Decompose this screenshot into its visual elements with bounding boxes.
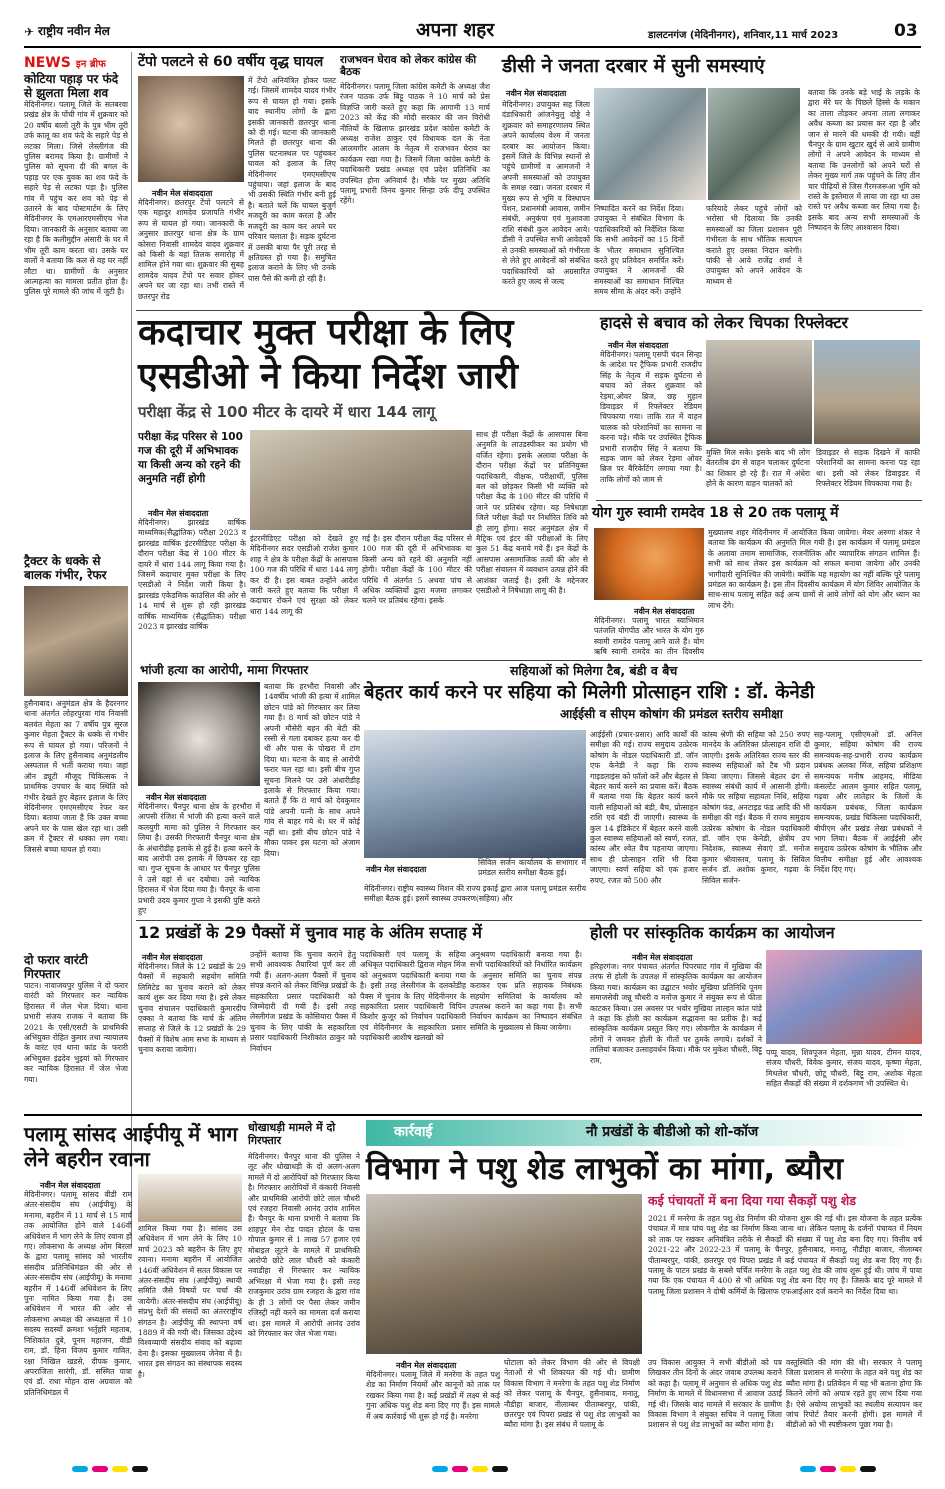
sahiya-photo [364, 730, 586, 858]
bdo-kicker: नौ प्रखंडों के बीडीओ को शो-कॉज [586, 1124, 759, 1140]
brief-item-2-headline: ट्रैक्टर के धक्के से बालक गंभीर, रेफर [24, 554, 107, 582]
bdo-body-1: मेदिनीनगर। पलामू जिले में मनरेगा के तहत पशु शेड का निर्माण नियमों और कानूनों को ताक पर रखकर किया गया है। कई प्रखंडों में लक्ष्य से कई गुना अधिक पशु शेड बना दिए गए हैं। इस मामले में अब कार्रवाई भी शुरू हो गई है। मनरेगा [366, 1370, 500, 1421]
reg-mark-magenta-2 [452, 1466, 468, 1472]
sahiya-body-4: सह-पलामू एसीएमओ डॉ. अनिल कुमार, सहिया कोषांग की राज्य समन्वयक-सह-प्रभारी राज्य कार्यक्रम प्रबंधक अलका मिंज, सहिया प्रशिक्षण समन्वयक मनीष आहमद, मीडिया कंसल्टेंट आलम कुमार सहित पलामू, गढ़वा और लातेहार के जिलों के कार्यक्रम प्रबंधक, जिला कार्यक्रम समन्वयक, प्रखंड चिकित्सा पदाधिकारी, बीपीएम और प्रखंड लेखा प्रबंधकों ने भाग लिया। बैठक में आईईसी और समुदाय उत्प्रेरक कोषांग के भौतिक और वित्तीय समीक्षा हुई और आवश्यक निर्देश दिए गए। [814, 730, 922, 875]
exam-byline: नवीन मेल संवाददाता [148, 509, 209, 518]
reg-mark-yellow-3 [840, 1466, 856, 1472]
election-body-3: पदाधिकारी एवं पलामू के सहिया अधिकृत पदाधिकारी द्विराज मोहन मिंज को अनुश्रवण पदाधिकारी बनाया गया है। इसी तरह लेस्लीगंज के दलकोडीह पैक्स में चुनाव के लिए मेदिनीनगर के सहकारिता प्रसार पदाधिकारी विपिन किशोर कुजूर को निर्वाचन पदाधिकारी एवं मेदिनीनगर के सहकारिता प्रसार पदाधिकारी आशीष खलखो को [360, 950, 466, 1043]
bdo-body-top: 2021 में मनरेगा के तहत पशु शेड निर्माण की योजना शुरू की गई थी। इस योजना के तहत प्रत्येक पंचायत में मात्र पांच पशु शेड का निर्माण किया जाना था। लेकिन पलामू के दर्जनों पंचायत में नियम को ताक पर रखकर अनियंत्रित तरीके से सैकड़ों की संख्या में पशु शेड बना दिए गए। वित्तीय वर्ष 2021-22 और 2022-23 में पलामू के चैनपुर, हुसैनाबाद, मनातू, नौडीहा बाजार, नीलाम्बर पीताम्बरपुर, पांकी, छतरपुर एवं पिपरा प्रखंड में कई पंचायत में सैकड़ों पशु शेड बना दिए गए हैं। पलामू के पाटन प्रखंड के सबसे चर्चित मनरेगा के तहत पशु शेड की जांच शुरू हुई थी। जांच में पाया गया कि एक पंचायत में 400 से भी अधिक पशु शेड बना दिए गए हैं। जिसके बाद पूरे मामले में पलामू जिला प्रशासन ने दोषी कर्मियों के खिलाफ एफआईआर दर्ज कराने का निर्देश दिया था। [648, 1214, 922, 1296]
reg-mark-black-2 [492, 1466, 508, 1472]
bird-logo-icon: ✈ [24, 25, 35, 39]
exam-body-1: मेदिनीनगर। झारखंड वार्षिक माध्यमिक(सैद्धांतिक) परीक्षा 2023 व झारखंड वार्षिक इंटरमीडिएट परीक्षा के दौरान परीक्षा केंद्र से 100 मीटर के दायरे में धारा 144 लागू किया गया है। जिसमें कदाचार मुक्त परीक्षा के लिए एसडीओ ने निर्देश जारी किया है। झारखंड एकेडमिक काउंसिल की ओर से 14 मार्च से शुरू हो रही झारखंड वार्षिक माध्यमिक (सैद्धांतिक) परीक्षा 2023 व झारखंड वार्षिक [138, 518, 246, 632]
holi-byline: नवीन मेल संवाददाता [632, 953, 693, 962]
dc-headline: डीसी ने जनता दरबार में सुनी समस्याएं [502, 55, 765, 77]
bhanji-byline: नवीन मेल संवाददाता [146, 793, 207, 802]
hadse-photo-1 [706, 340, 812, 444]
rule-4 [136, 920, 922, 921]
sahiya-body-2: आईईसी (प्रचार-प्रसार) आदि कार्यों की समीक्षा की गई। राज्य समुदाय उत्प्रेरक कोषांग के नोडल पदाधिकारी डॉ. जॉन एफ केनेडी ने कहा कि राज्य गाइडलाइंस को फॉलो करें और बेहतर से बेहतर कार्य करने का प्रयास करें। बैठक में बताया गया कि बेहतर कार्य करने वाली सहियाओं को बंडी, बैच, प्रोत्साहन राशि एवं बंडी दी जाएगी। स्वास्थ्य के कुल 14 इंडिकेटर में बेहतर करने वाली कुल स्वास्थ्य सहियाओं को स्वर्ण, रजत, कांस्य और श्वेत वैच पहनाया जाएगा। साथ ही प्रोत्साहन राशि भी दिया जाएगा। स्वर्ण सहिया को एक हजार रुपए, रजत को 500 और [590, 730, 698, 885]
hadse-byline: नवीन मेल संवाददाता [608, 341, 669, 350]
reg-mark-magenta-3 [820, 1466, 836, 1472]
bdo-subhead: कई पंचायतों में बना दिया गया सैकड़ों पशु शेड [648, 1193, 856, 1208]
hadse-photo-2 [814, 340, 920, 444]
masthead-rule [24, 46, 921, 48]
bdo-photo [366, 1194, 642, 1354]
reg-mark-cyan-3 [800, 1466, 816, 1472]
congress-headline: राजभवन घेराव को लेकर कांग्रेस की बैठक [340, 54, 477, 79]
dhokha-headline: धोखाधड़ी मामले में दो गिरफ्तार [248, 1121, 336, 1147]
bdo-kicker-band [366, 1120, 922, 1146]
reg-mark-magenta [92, 1466, 108, 1472]
exam-subhead: परीक्षा केंद्र से 100 मीटर के दायरे में धारा 144 लागू [138, 403, 436, 421]
bhanji-headline: भांजी हत्या का आरोपी, मामा गिरफ्तार [140, 663, 309, 677]
holi-headline: होली पर सांस्कृतिक कार्यक्रम का आयोजन [590, 923, 835, 942]
tempo-photo [138, 76, 244, 182]
hadse-headline: हादसे से बचाव को लेकर चिपका रिफ्लेक्टर [600, 313, 849, 332]
brief-item-2-body: हुसैनाबाद। अनुमंडल क्षेत्र के हैदरनगर थाना अंतर्गत लोहरपुरवा गांव निवासी बलवंत मेहता का 7 वर्षीय पुत्र सूरज कुमार मेहता ट्रैक्टर के धक्के से गंभीर रूप से घायल हो गया। परिजनों ने इलाज के लिए हुसैनाबाद अनुमंडलीय अस्पताल में भर्ती कराया गया। जहां ऑन ड्यूटी मौजूद चिकित्सक ने प्राथमिक उपचार के बाद स्थिति को गंभीर देखते हुए बेहतर इलाज के लिए मेदिनीनगर एमएमसीएच रेफर कर दिया। बताया जाता है कि उक्त बच्चा अपने घर के पास खेल रहा था। उसी क्रम में ट्रैक्टर से धक्का लग गया। जिससे बच्चा घायल हो गया। [24, 699, 128, 854]
exam-body-4: साथ ही परीक्षा केंद्रों के आसपास बिना अनुमति के लाउडस्पीकर का प्रयोग भी वर्जित रहेगा। इसके अलावा परीक्षा के दौरान परीक्षा केंद्रों पर प्रतिनियुक्त पदाधिकारी, वीक्षक, परीक्षार्थी, पुलिस बल को छोड़कर किसी भी व्यक्ति को परीक्षा केंद्र के 100 मीटर की परिधि में जाने पर प्रतिबंध रहेगा। यह निषेधाज्ञा जिले परीक्षा केंद्रों पर निर्धारित तिथि को ही लागू होगा। सदर अनुमंडल क्षेत्र में मैट्रिक एवं इंटर की परीक्षाओं के लिए कुल 51 केंद्र बनाये गये हैं। इन केंद्रों के आसपास असामाजिक तत्वों की ओर से परीक्षा संचालन में व्यवधान उत्पन्न होने की आशंका जताई है। इसी के मद्देनजर एसडीओ ने निषेधाज्ञा लागू की है। [476, 430, 588, 596]
bdo-headline: विभाग ने पशु शेड लाभुकों का मांगा, ब्यौरा [366, 1151, 844, 1187]
brief-item-3-headline: दो फरार वारंटी गिरफ्तार [24, 953, 88, 981]
dc-body-4: बताया कि उनके बड़े भाई के लड़के के द्वारा मेरे घर के पिछले हिस्से के मकान का ताला तोड़कर अपना ताला लगाकर अवैध कब्जा का प्रयास कर रहा है और जान से मारने की धमकी दी गयी। वहीं चैनपुर के ग्राम खुटार खुर्द से आये ग्रामीण लोगों ने अपने आवेदन के माध्यम से बताया कि उनलोगों को अपने घरों से लेकर मुख्य मार्ग तक पहुंचने के लिए तीन चार पीढ़ियों से जिस गैरमजरूआ भूमि को रास्ते के इस्तेमाल में लाया जा रहा था उस रास्ते पर अवैध कब्जा कर लिया गया है। इसके बाद अन्य सभी समस्याओं के निष्पादन के लिए आश्वासन दिया। [808, 88, 920, 233]
news-brief-column [24, 52, 128, 1252]
mp-photo [138, 1174, 242, 1222]
yoga-headline: योग गुरु स्वामी रामदेव 18 से 20 तक पलामू में [592, 505, 839, 521]
reg-mark-yellow [112, 1466, 128, 1472]
sahiya-body-1: मेदिनीनगर। राष्ट्रीय स्वास्थ्य मिशन की राज्य इकाई द्वारा आज पलामू प्रमंडल स्तरीय समीक्षा बैठक हुई। इसमें स्वास्थ्य उपकरण(सहिया) और [364, 884, 586, 904]
election-body-1: मेदिनीनगर। जिले के 12 प्रखंडों के 29 पैक्सों में सहकारी सहयोग समिति लिमिटेड का चुनाव कराने को लेकर कार्य शुरू कर दिया गया है। इसे लेकर चुनाव संचालन पदाधिकारी कुमारदीप एक्का ने बताया कि मार्च के अंतिम सप्ताह से जिले के 12 प्रखंडों के 29 पैक्सों में विशेष आम सभा के माध्यम से चुनाव कराया जायेगा। [138, 962, 246, 1055]
rule-5 [24, 1114, 922, 1116]
bhanji-photo [138, 682, 260, 786]
brief-item-1-headline: कोटिया पहाड़ पर फंदे से झुलता मिला शव [24, 72, 119, 100]
tempo-body-2: में टेंपो अनियंत्रित होकर पलट गई। जिसमें शामदेव यादव गंभीर रूप से घायल हो गया। इसके बाद स्थानीय लोगों के द्वारा इसकी जानकारी छतरपुर थाना को दी गई। घटना की जानकारी मिलते ही छतरपुर थाना की पुलिस घटनास्थल पर पहुंचकर घायल को इलाज के लिए मेदिनीनगर एमएमसीएच पहुंचाया। जहां इलाज के बाद भी उसकी स्थिति गंभीर बनी हुई है। बताते चलें कि घायल बुजुर्ग मजदूरी का काम करता है और मजदूरी का काम कर अपने घर परिवार चलाता है। सड़क दुर्घटना में उसकी बाया पैर पूरी तरह से क्षतिग्रस्त हो गया है। समुचित इलाज कराने के लिए भी उनके पास पैसे की कमी हो रही है। [248, 76, 336, 283]
sahiya-subhead: आईईसी व सीएम कोषांग की प्रमंडल स्तरीय समीक्षा [560, 707, 783, 721]
holi-body-2: पप्पू यादव, शिवपूजन मेहता, मुन्ना यादव, टीमन यादव, संजय चौधरी, विवेक कुमार, संजय यादव, कृष्णा मेहता, मिथलेश चौधरी, छोटू चौधरी, बिट्टू राम, अशोक मेहता सहित सैकड़ों की संख्या में दर्शकगण भी उपस्थित थे। [766, 1048, 922, 1089]
dc-byline: नवीन मेल संवाददाता [506, 89, 567, 98]
sahiya-caption: सिविल सर्जन कार्यालय के सभागार में प्रमंडल स्तरीय समीक्षा बैठक हुई। [478, 858, 586, 878]
exam-body-2: इंटरमीडिएट परीक्षा को देखते हुए मेदिनीनगर सदर एसडीओ राजेश कुमार शाह ने क्षेत्र के परीक्षा केंद्रों के आसपास 100 गज की परिधि में धारा 144 लागू कर दी है। इस बाबत उन्होंने आदेश जारी करते हुए बताया कि परीक्षा में कदाचार रोकने एवं सुरक्षा को लेकर धारा 144 लागू की [250, 534, 358, 616]
brief-label: इन ब्रीफ [75, 59, 106, 70]
news-brief-label [24, 52, 128, 70]
hadse-body-2: मुक्ति मिल सके। इसके बाद भी लोग बेतरतीब ढंग से वाहन चलाकर दुर्घटना का शिकार हो रहे हैं। रात में अंधेरा होने के कारण वाहन चालकों को [706, 448, 810, 489]
dateline: डालटनगंज (मेदिनीनगर), शनिवार,11 मार्च 2023 [648, 30, 839, 41]
bdo-body-4: वस्तुस्थिति की मांग की थी। सरकार ने पलामू जिला प्रशासन से मनरेगा के तहत बने पशु शेड का ब्यौरा मांगा है। प्रतिवेदन में यह भी बताना होगा कि कितने लोगों को अपात्र रहते हुए लाभ दिया गया है। ऐसे अयोग्य लाभुकों का स्थलीय सत्यापन कर जांच रिपोर्ट तैयार करनी होगी। इस मामले में बीडीओ को भी स्पष्टीकरण पूछा गया है। [786, 1358, 922, 1430]
bhanji-body-1: मेदिनीनगर। चैनपुर थाना क्षेत्र के हरभौरा में आपसी रंजिश में भांजी की हत्या करने वाले कलयुगी मामा को पुलिस ने गिरफ्तार कर लिया है। उसकी गिरफ्तारी चैनपुर थाना क्षेत्र के अंधारीडीह इलाके से हुई है। हत्या करने के बाद आरोपी उस इलाके में छिपकर रह रहा था। गुप्त सूचना के आधार पर चैनपुर पुलिस ने उसे वहां से धर दबोचा। उसे न्यायिक हिरासत में भेज दिया गया है। चैनपुर के थाना प्रभारी उदय कुमार गुप्ता ने इसकी पुष्टि करते हुए [138, 802, 260, 916]
bdo-body-2: घोटाला को लेकर विभाग की ओर से विपक्षी नेताओं से भी शिकायत की गई थी। ग्रामीण विकास विभाग ने मनरेगा के तहत पशु शेड निर्माण को लेकर पलामू के चैनपुर, हुसैनाबाद, मनातू, नौडीहा बाजार, नीलाम्बर पीताम्बरपुर, पांकी, छतरपुर एवं पिपरा प्रखंड से पशु शेड लाभुकों का ब्यौरा मांगा है। इस संबंध में पलामू के [504, 1358, 640, 1430]
brief-item-2-photo [24, 586, 128, 696]
exam-body-3: गई है। इस दौरान परीक्षा केंद्र परिसर से 100 गज की दूरी में अभिभावक या किसी अन्य को रहने की अनुमति नहीं होगी। परीक्षा केंद्रों के 100 मीटर की परिधि में अंतर्गत 5 अथवा पांच से अधिक व्यक्तियों द्वारा मजमा लगाकर चलने पर प्रतिबंध रहेगा। इसके [362, 534, 472, 606]
sahiya-headline: बेहतर कार्य करने पर सहिया को मिलेगी प्रोत्साहन राशि : डॉ. केनेडी [364, 682, 815, 703]
hadse-body-3: डिवाइडर से सड़क दिखने में काफी परेशानियों का सामना करना पड़ रहा था। इसी को लेकर डिवाइडर में रिफ्लेक्टर रेडियम चिपकाया गया है। [816, 448, 920, 489]
sahiya-byline: नवीन मेल संवाददाता [366, 865, 427, 874]
bhanji-body-2: बताया कि हरभौरा निवासी और 14वर्षीय भांजी की हत्या में शामिल छोटन पांडे को गिरफ्तार कर लिया गया है। 8 मार्च को छोटन पांडे ने अपनी मौसेरी बहन की बेटी की रस्सी से गला दबाकर हत्या कर दी थी और पास के पोखरा में टांग दिया था। घटना के बाद से आरोपी फरार चल रहा था। इसी बीच गुप्त सूचना मिलने पर उसे अंधारीडीह इलाके से गिरफ्तार किया गया। बताते हैं कि 8 मार्च को देवकुमार पांडे अपनी पत्नी के साथ अपने गांव से बाहर गये थे। घर में कोई नहीं था। इसी बीच छोटन पांडे ने मौका पाकर इस घटना को अंजाम दिया। [264, 682, 360, 858]
mp-byline: नवीन मेल संवाददाता [40, 1181, 101, 1190]
news-label: NEWS [24, 55, 71, 71]
yoga-byline: नवीन मेल संवाददाता [634, 607, 695, 616]
bdo-byline: नवीन मेल संवाददाता [396, 1361, 457, 1370]
masthead [24, 19, 921, 44]
reg-mark-cyan [72, 1466, 88, 1472]
hadse-body-1: मेदिनीनगर। पलामू एसपी चंदन सिन्हा के आदेश पर ट्रैफिक प्रभारी राजदीप सिंह के नेतृत्व में सड़क दुर्घटना से बचाव को लेकर शुक्रवार को रेड़मा,ओवर ब्रिज, छह मुहान डिवाइडर में रिफ्लेक्टर रेडियम चिपकाया गया। ताकि रात में वाहन चालक को परेशानियों का सामना ना करना पड़े। मौके पर उपस्थित ट्रैफिक प्रभारी राजदीप सिंह ने बताया कि सड़क जाम को लेकर रेड़मा ओवर ब्रिज पर बैरिकेटिंग लगाया गया है। ताकि लोगों को जाम से [600, 350, 702, 484]
masthead-logo: राष्ट्रीय नवीन मेल [38, 24, 110, 38]
tempo-body-1: मेदिनीनगर। छतरपुर टेंपो पलटने से एक महादुर शामदेव प्रजापति गंभीर रूप से घायल हो गया। जानकारी के अनुसार छतरपुर थाना क्षेत्र के ग्राम कोसरा निवासी शामदेव यादव शुक्रवार को किसी के यहां तिलक समारोह में शामिल होने गया था। शुक्रवार की सुबह शामदेव यादव टेंपो पर सवार होकर अपने घर जा रहा था। तभी रास्ते में छतरपुर रोड [138, 198, 244, 301]
rule-3 [250, 660, 922, 661]
reg-mark-yellow-2 [472, 1466, 488, 1472]
yoga-body-1: मेदिनीनगर। पलामू भारत स्वाभिमान पतंजलि योगपीठ और भारत के योग गुरु स्वामी रामदेव पलामू आने वाले हैं। योग ऋषि स्वामी रामदेव का तीन दिवसीय [594, 616, 704, 656]
tempo-headline: टेंपो पलटने से 60 वर्षीय वृद्ध घायल [138, 54, 324, 70]
election-body-4: अनुश्रवण पदाधिकारी बनाया गया है। सभी पदाधिकारियों को निर्धारित कार्यक्रम के अनुसार समिति का चुनाव संपन्न कराकर एक प्रति सहायक निबंधक सहयोग समितियां के कार्यालय को उपलब्ध कराने का कहा गया है। सभी निर्वाचन कार्यक्रम का निष्पादन संबंधित समिति के मुख्यालय से किया जायेगा। [470, 950, 582, 1032]
dc-body-1: मेदिनीनगर। उपायुक्त सह जिला दंडाधिकारी आंजनेयुलु दोड्डे ने शुक्रवार को समाहरणालय स्थित अपने कार्यालय वेश्म में जनता दरबार का आयोजन किया। इसमें जिले के विभिन्न स्थानों से पहुंचे ग्रामीणों व आमजनों ने अपनी समस्याओं को उपायुक्त के समक्ष रखा। जनता दरबार में मुख्य रूप से भूमि व विस्थापन पेंशन, प्रधानमंत्री आवास, जमीन संबंधी, अनुकंपा एवं मुआवजा राशि संबंधी कुल आवेदन आये। डीसी ने उपस्थित सभी आवेदकों से उनकी समस्याओं को गंभीरता से लेते हुए आवेदनों को संबंधित पदाधिकारियों को अग्रसारित करते हुए जल्द से जल्द [502, 100, 590, 286]
holi-photo [766, 950, 922, 1044]
sahiya-body-3: कांस्य श्रेणी की सहिया को 250 रुपए मानदेय के अतिरिक्त प्रोत्साहन राशि दी जाएगी। इसके अतिरिक्त राज्य स्तर की स्वास्थ्य सहियाओं को टैब भी प्रदान किया जाएगा। जिससे बेहतर ढंग से स्वास्थ्य संबंधी कार्य में आसानी होगी। मौके पर सहिया सहायता निधि, सहिया कोषांग फंड, अनटाइड फंड आदि की भी समीक्षा की गई। बैठक में राज्य समुदाय उत्प्रेरक कोषांग के नोडल पदाधिकारी डॉ. जॉन एफ केनेडी, क्षेत्रीय उप निदेशक, स्वास्थ्य सेवाएं डॉ. मनोज कुमार श्रीवास्तव, पलामू के सिविल सर्जन डॉ. अशोक कुमार, गढ़वा के सिविल सर्जन- [702, 730, 810, 885]
sahiya-kicker: सहियाओं को मिलेगा टैब, बंडी व बैच [510, 663, 678, 678]
dc-body-2: निष्पादित करने का निर्देश दिया। उपायुक्त ने संबंधित विभाग के पदाधिकारियों को निर्देशित किया कि सभी आवेदनों का 15 दिनों के भीतर समाधान सुनिश्चित करते हुए प्रतिवेदन समर्पित करें। उपायुक्त ने आमजनों की समस्याओं का समाधान निश्चित समय सीमा के अंदर करें। उन्होंने [594, 204, 684, 297]
holi-body-1: हरिहरगंज। नगर पंचायत अंतर्गत पिपरघाट गांव में मुखिया की तरफ से होली के उपलक्ष में सांस्कृतिक कार्यक्रम का आयोजन किया गया। कार्यक्रम का उद्घाटन भवोर मुखिया प्रतिनिधि पूनम समाजसेवी जन्नू चौधरी व मनोज कुमार ने संयुक्त रूप से फीता काटकर किया। उस अवसर पर भवोर मुखिया लाल्हन कांत पांडे ने कहा कि होली का कार्यक्रम सद्भावना का प्रतीक है। कई सांस्कृतिक कार्यक्रम प्रस्तुत किए गए। लोकगीत के कार्यक्रम में लोगों ने जमकर होली के गीतों पर ठुमके लगाये। दर्शकों ने तालियां बजाकर उत्साहवर्धन किया। मौके पर मुकेश चौधरी, बिट्टू राम, [590, 962, 762, 1065]
mp-headline: पलामू सांसद आईपीयू में भाग लेने बहरीन रवाना [24, 1122, 238, 1171]
brief-column-rule [131, 52, 132, 1247]
election-body-2: उन्होंने बताया कि चुनाव कराने हेतु सभी आवश्यक तैयारियां पूर्ण कर ली गयी हैं। अलग-अलग पैक्सों में चुनाव संपन्न कराने को लेकर विभिन्न प्रखंडों के सहकारिता प्रसार पदाधिकारी को जिम्मेदारी दी गयी है। इसी तरह लेस्लीगंज प्रखंड के कोसियारा पैक्स में चुनाव के लिए पांकी के सहकारिता प्रसार पदाधिकारी निशीकांत ठाकुर को निर्वाचन [250, 950, 356, 1053]
election-headline: 12 प्रखंडों के 29 पैक्सों में चुनाव माह के अंतिम सप्ताह में [138, 923, 482, 942]
yoga-body-2: मुख्यालय शहर मेदिनीनगर में आयोजित किया जायेगा। मेयर अरुणा शंकर ने बताया कि कार्यक्रम की अनुमति मिल गयी है। इस कार्यक्रम में पलामू प्रमंडल के अलावा तमाम सामाजिक, राजनीतिक और व्यापारिक संगठन शामिल हैं। सभी को साथ लेकर इस कार्यक्रम को सफल बनाया जायेगा और उनकी भागीदारी सुनिश्चित की जायेगी। क्योंकि यह महायोग का नहीं बल्कि पूरे पलामू प्रमंडल का कार्यक्रम है। इस तीन दिवसीय कार्यक्रम में योग शिविर आयोजित के साथ-साथ पलामू सहित कई अन्य ग्रामों से आये लोगों को योग और ध्यान का लाभ देंगे। [708, 528, 920, 610]
exam-side-head: परीक्षा केंद्र परिसर से 100 गज की दूरी में अभिभावक या किसी अन्य को रहने की अनुमति नहीं होगी [138, 431, 243, 485]
reg-mark-black-3 [860, 1466, 876, 1472]
bdo-body-3: उप विकास आयुक्त ने सभी बीडीओ को पत्र लिखकर तीन दिनों के अंदर जवाब उपलब्ध कराने को कहा है। पलामू में अनुमान से अधिक पशु शेड निर्माण के मामले में विधानसभा में आवाज उठाई गई थी। जिसके बाद मामले में सरकार के ग्रामीण विकास विभाग ने संयुक्त सचिव ने पलामू जिला प्रशासन से पशु शेड लाभुकों का ब्यौरा मांगा है। [648, 1358, 782, 1430]
congress-body: मेदिनीनगर। पलामू जिला कांग्रेस कमेटी के अध्यक्ष जैश रंजन पाठक उर्फ बिट्टू पाठक ने 10 मार्च को प्रेस विज्ञप्ति जारी करते हुए कहा कि आगामी 13 मार्च 2023 को केंद्र की मोदी सरकार की जन विरोधी नीतियों के खिलाफ झारखंड प्रदेश कांग्रेस कमेटी के अध्यक्ष राजेश ठाकुर एवं विधायक दल के नेता आलमगीर आलम के नेतृत्व में राजभवन घेराव का कार्यक्रम रखा गया है। जिसमें जिला कांग्रेस कमेटी के पदाधिकारी प्रखंड अध्यक्ष एवं प्रदेश प्रतिनिधि का उपस्थित होना अनिवार्य है। मौके पर मुख्य अतिथि पलामू प्रभारी विनय कुमार सिन्हा उर्फ दीपू उपस्थित रहेंगे। [340, 82, 490, 206]
page-number: 03 [894, 21, 918, 41]
exam-headline-2: एसडीओ ने किया निर्देश जारी [138, 356, 518, 397]
dc-body-3: फरियादे लेकर पहुंचे लोगों को भरोसा भी दिलाया कि उनकी समस्याओं का जिला प्रशासन पूरी गंभीरता के साथ भौतिक सत्यापन कराते हुए उसका निदान करेगी। पांकी से आये राजेंद्र शर्मा ने उपायुक्त को अपने आवेदन के माध्यम से [706, 204, 802, 286]
section-title: अपना शहर [416, 19, 495, 41]
rule-2 [596, 500, 922, 501]
mp-body-2: शामिल किया गया है। सांसद उस अधिवेशन में भाग लेने के लिए 10 मार्च 2023 को बहरीन के लिए हुए रवाना। मनामा बहरीन में आयोजित 146वीं अधिवेशन में सतत विकास पर अंतर-संसदीय संघ (आईपीयू) स्थायी समिति जैसे विषयों पर चर्चा की जायेगी। अंतर-संसदीय संघ (आईपीयू) संप्रभु देशों की संसदों का अंतरराष्ट्रीय संगठन है। आईपीयू की स्थापना वर्ष 1889 में की गयी थी। जिसका उद्देश्य विश्वव्यापी संसदीय संवाद को बढ़ावा देना है। इसका मुख्यालय जेनेवा में है। भारत इस संगठन का संस्थापक सदस्य है। [138, 1224, 242, 1379]
brief-item-3-body: पाटन। नावाजयपुर पुलिस ने दो फरार वारंटी को गिरफ्तार कर न्यायिक हिरासत में जेल भेज दिया। थाना प्रभारी संजय राजक ने बताया कि 2021 के एसी/एसटी के प्राथमिकी अभियुक्त रोहित कुमार तथा न्यायालय के वारंट एवं थाना कांड के फरारी अभियुक्त इंद्रदेव भुइयां को गिरफ्तार कर न्यायिक हिरासत में जेल भेजा गया। [24, 981, 128, 1084]
dc-photo-1 [594, 88, 706, 200]
yoga-photo [594, 528, 704, 600]
reg-mark-cyan-2 [432, 1466, 448, 1472]
exam-photo [250, 430, 472, 530]
dhokha-body: मेदिनीनगर। चैनपुर थाना की पुलिस ने लूट और धोखाधड़ी के दो अलग-अलग मामले में दो आरोपियों को गिरफ्तार किया है। गिरफ्तार आरोपियों में कंकारी निवासी और प्राथमिकी आरोपी छोटे लाल चौधरी एवं रजहरा निवासी आनंद उरांव शामिल हैं। चैनपुर के थाना प्रभारी ने बताया कि शाहपुर मेन रोड पादत होटल के पास गोपाल कुमार से 1 लाख 57 हजार एवं मोबाइल लूटने के मामले में प्राथमिकी आरोपी छोटे लाल चौधरी को कंकारी नवाडीहा से गिरफ्तार कर न्यायिक अभिरक्षा में भेजा गया है। इसी तरह राजकुमार उरांव ग्राम रजहरा के द्वारा गांव के ही 3 लोगों पर पैसा लेकर जमीन रजिस्ट्री नहीं करने का मामला दर्ज कराया था। इस मामले में आरोपी आनंद उरांव को गिरफ्तार कर जेल भेजा गया। [248, 1152, 360, 1338]
mp-body-1: मेदिनीनगर। पलामू सांसद वीडी राम अंतर-संसदीय संघ (आईपीयू) के मनामा, बहरीन में 11 मार्च से 15 मार्च तक आयोजित होने वाले 146वीं अधिवेशन में भाग लेने के लिए रवाना हो गए। लोकसभा के अध्यक्ष ओम बिरला के द्वारा पलामू सांसद को भारतीय संसदीय प्रतिनिधिमंडल की ओर से अंतर-संसदीय संघ (आईपीयू) के मनामा बहरीन में 146वीं अधिवेशन के लिए पुनः नामित किया गया है। उस अधिवेशन में भारत की ओर से लोकसभा अध्यक्ष की अध्यक्षता में 10 सदस्य सदस्यों क्रमशः भर्तृहरि महताब, निशिकांत दुबे, पूनम महाजन, वीडी राम, डॉ. हिना विजय कुमार गावित, रक्षा निखिल खडसे, दीपक कुमार, अपराजिता सारंगी, डॉ. सस्मित पात्रा एवं डॉ. राधा मोहन दास अग्रवाल को प्रतिनिधिमंडल में [24, 1190, 132, 1397]
reg-mark-black [132, 1466, 148, 1472]
election-byline: नवीन मेल संवाददाता [142, 953, 203, 962]
rule-1 [136, 310, 922, 311]
tempo-byline: नवीन मेल संवाददाता [152, 189, 213, 198]
bdo-kicker-label: कार्रवाई [394, 1124, 433, 1140]
exam-headline-1: कदाचार मुक्त परीक्षा के लिए [138, 312, 514, 353]
dc-photo-2 [708, 88, 800, 200]
brief-item-1-body: मेदिनीनगर। पलामू जिले के सतबरवा प्रखंड क्षेत्र के पोंची गांव में शुक्रवार को 20 वर्षीय बालो तूरी के पुत्र भीम तूरी उर्फ कालू का शव फंदे के सहारे पेड़ से लटका मिला। जिसे लेस्लीगंज की पुलिस बरामद किया है। ग्रामीणों ने पुलिस को सूचना दी की बगल के पहाड़ पर एक युवक का शव फंदे के सहारे पेड़ से लटका पड़ा है। पुलिस गांव में पहुंच कर शव को पेड़ से उतारने के बाद पोस्टमार्टम के लिए मेदिनीनगर के एमआरएमसीएच भेज दिया। जानकारी के अनुसार बताया जा रहा है कि कलीमुद्दीन अंसारी के घर में भीम तूरी काम करता था। उसके घर वालों ने बताया कि कल से वह घर नहीं लौटा था। ग्रामीणों के अनुसार आत्महत्या का मामला प्रतीत होता है। पुलिस पूरे मामले की जांच में जुटी है। [24, 100, 128, 297]
